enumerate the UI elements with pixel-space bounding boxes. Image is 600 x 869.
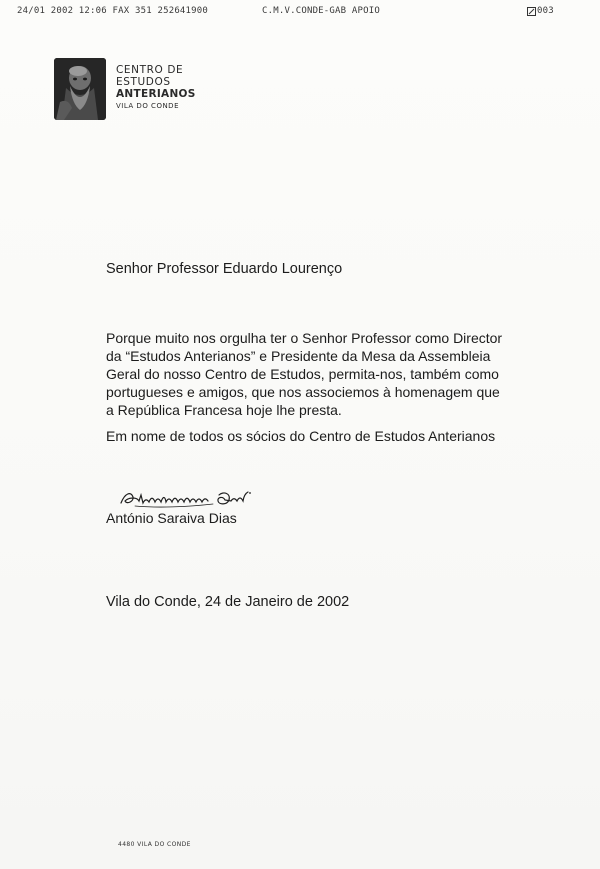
body-line: da “Estudos Anterianos” e Presidente da Mesa da Assembleia (106, 348, 491, 364)
fax-page-indicator (527, 6, 554, 16)
fax-page-number: 003 (537, 6, 554, 16)
body-line: Porque muito nos orgulha ter o Senhor Professor como Director (106, 330, 503, 346)
place-date: Vila do Conde, 24 de Janeiro de 2002 (106, 594, 350, 610)
letterhead-line-3: ANTERIANOS (116, 88, 196, 100)
letterhead-line-1: CENTRO DE (116, 64, 184, 76)
letterhead (116, 64, 196, 112)
fax-page-icon (527, 7, 536, 16)
fax-header (0, 6, 600, 20)
letterhead-line-2: ESTUDOS (116, 76, 171, 88)
body-line: Geral do nosso Centro de Estudos, permita-nos, também como (106, 366, 499, 382)
footer-address: 4480 VILA DO CONDE (118, 841, 191, 848)
body-line: portugueses e amigos, que nos associemos à homenagem que (106, 384, 500, 400)
salutation: Senhor Professor Eduardo Lourenço (106, 261, 343, 277)
portrait-logo-icon (54, 58, 106, 120)
closing-line: Em nome de todos os sócios do Centro de Estudos Anterianos (106, 428, 496, 444)
fax-header-info: 24/01 2002 12:06 FAX 351 252641900 (17, 6, 209, 16)
letter-body (106, 329, 526, 419)
letterhead-line-4: VILA DO CONDE (116, 102, 179, 110)
fax-header-sender: C.M.V.CONDE-GAB APOIO (262, 6, 380, 16)
body-line: a República Francesa hoje lhe presta. (106, 402, 342, 418)
handwritten-signature (117, 487, 262, 512)
signer-name: António Saraiva Dias (106, 510, 237, 526)
